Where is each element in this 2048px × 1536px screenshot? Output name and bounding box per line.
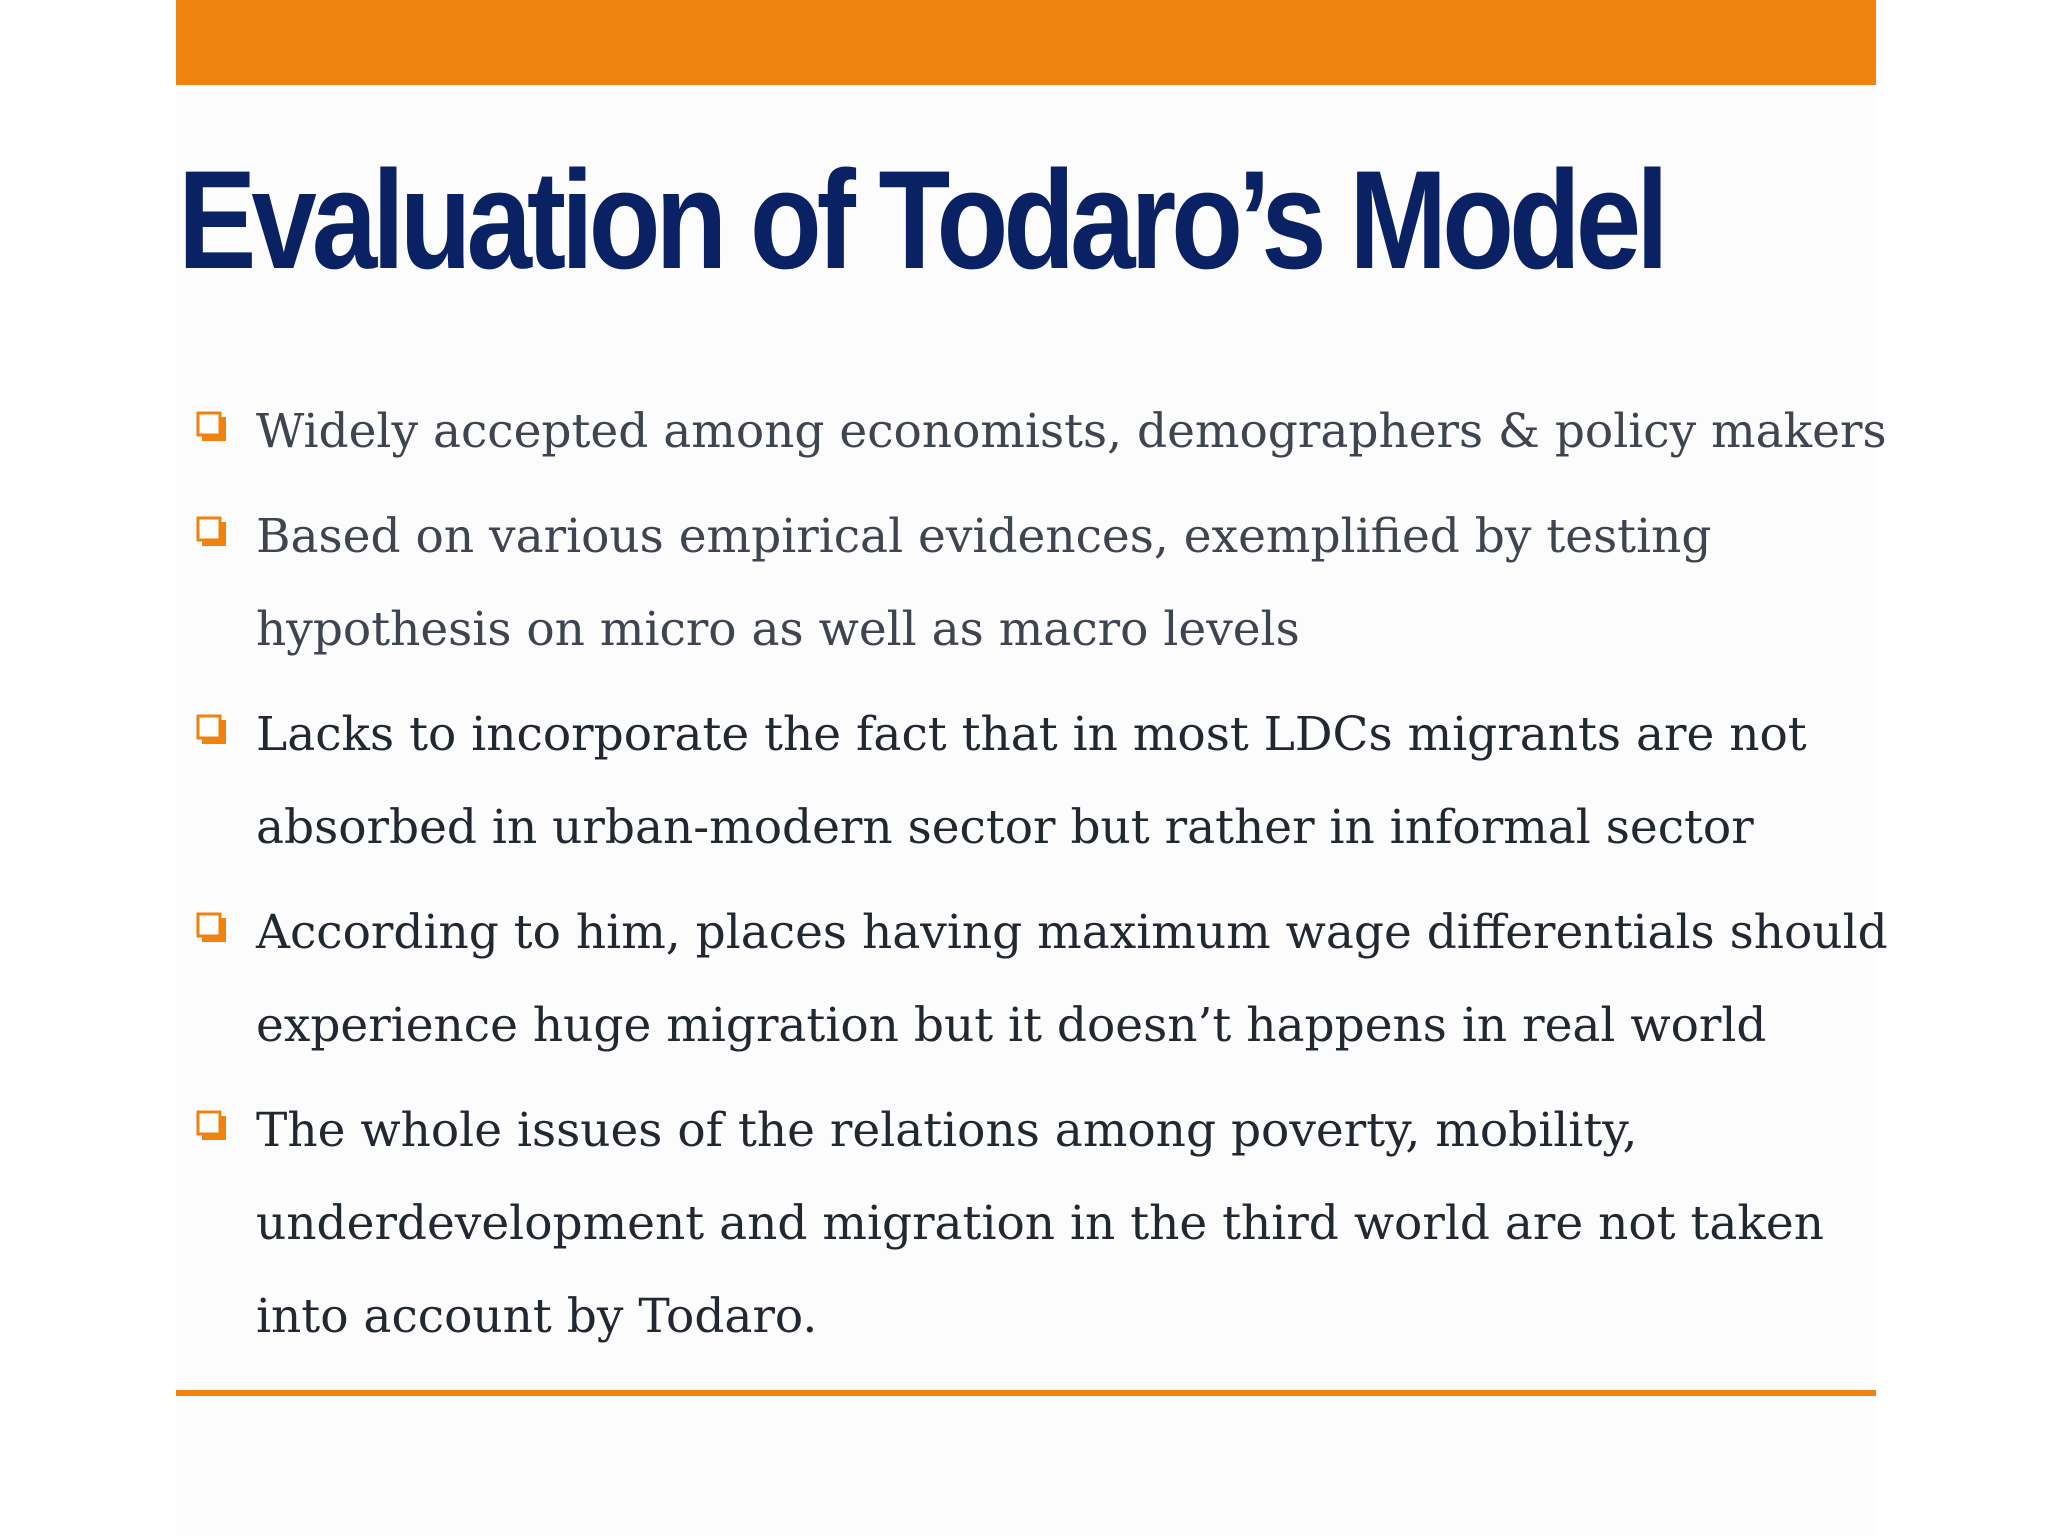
square-checkbox-icon <box>196 516 226 546</box>
bullet-item <box>176 490 1876 676</box>
bullet-item <box>176 1084 1876 1363</box>
bottom-divider <box>176 1390 1876 1396</box>
bullet-line: hypothesis on micro as well as macro levels <box>256 602 1300 657</box>
bullet-item <box>176 688 1876 874</box>
slide-title: Evaluation of Todaro’s Model <box>178 141 1664 298</box>
square-checkbox-icon <box>196 411 226 441</box>
bullet-line: Lacks to incorporate the fact that in most LDCs migrants are not <box>256 707 1807 762</box>
bullet-line: The whole issues of the relations among poverty, mobility, <box>256 1103 1638 1158</box>
bullet-line: absorbed in urban-modern sector but rather in informal sector <box>256 800 1754 855</box>
square-checkbox-icon <box>196 714 226 744</box>
bullet-item <box>176 886 1888 1072</box>
bullet-line: experience huge migration but it doesn’t happens in real world <box>256 998 1767 1053</box>
bullet-item <box>176 385 1887 478</box>
bullet-line: Widely accepted among economists, demographers & policy makers <box>256 404 1887 459</box>
bullet-line: According to him, places having maximum wage differentials should <box>256 905 1888 960</box>
slide <box>176 0 1888 1536</box>
square-checkbox-icon <box>196 912 226 942</box>
bullet-list <box>176 385 1888 1375</box>
top-accent-bar <box>176 0 1876 85</box>
bullet-line: underdevelopment and migration in the third world are not taken <box>256 1196 1824 1251</box>
bullet-line: Based on various empirical evidences, exemplified by testing <box>256 509 1712 564</box>
bullet-line: into account by Todaro. <box>256 1289 818 1344</box>
square-checkbox-icon <box>196 1110 226 1140</box>
